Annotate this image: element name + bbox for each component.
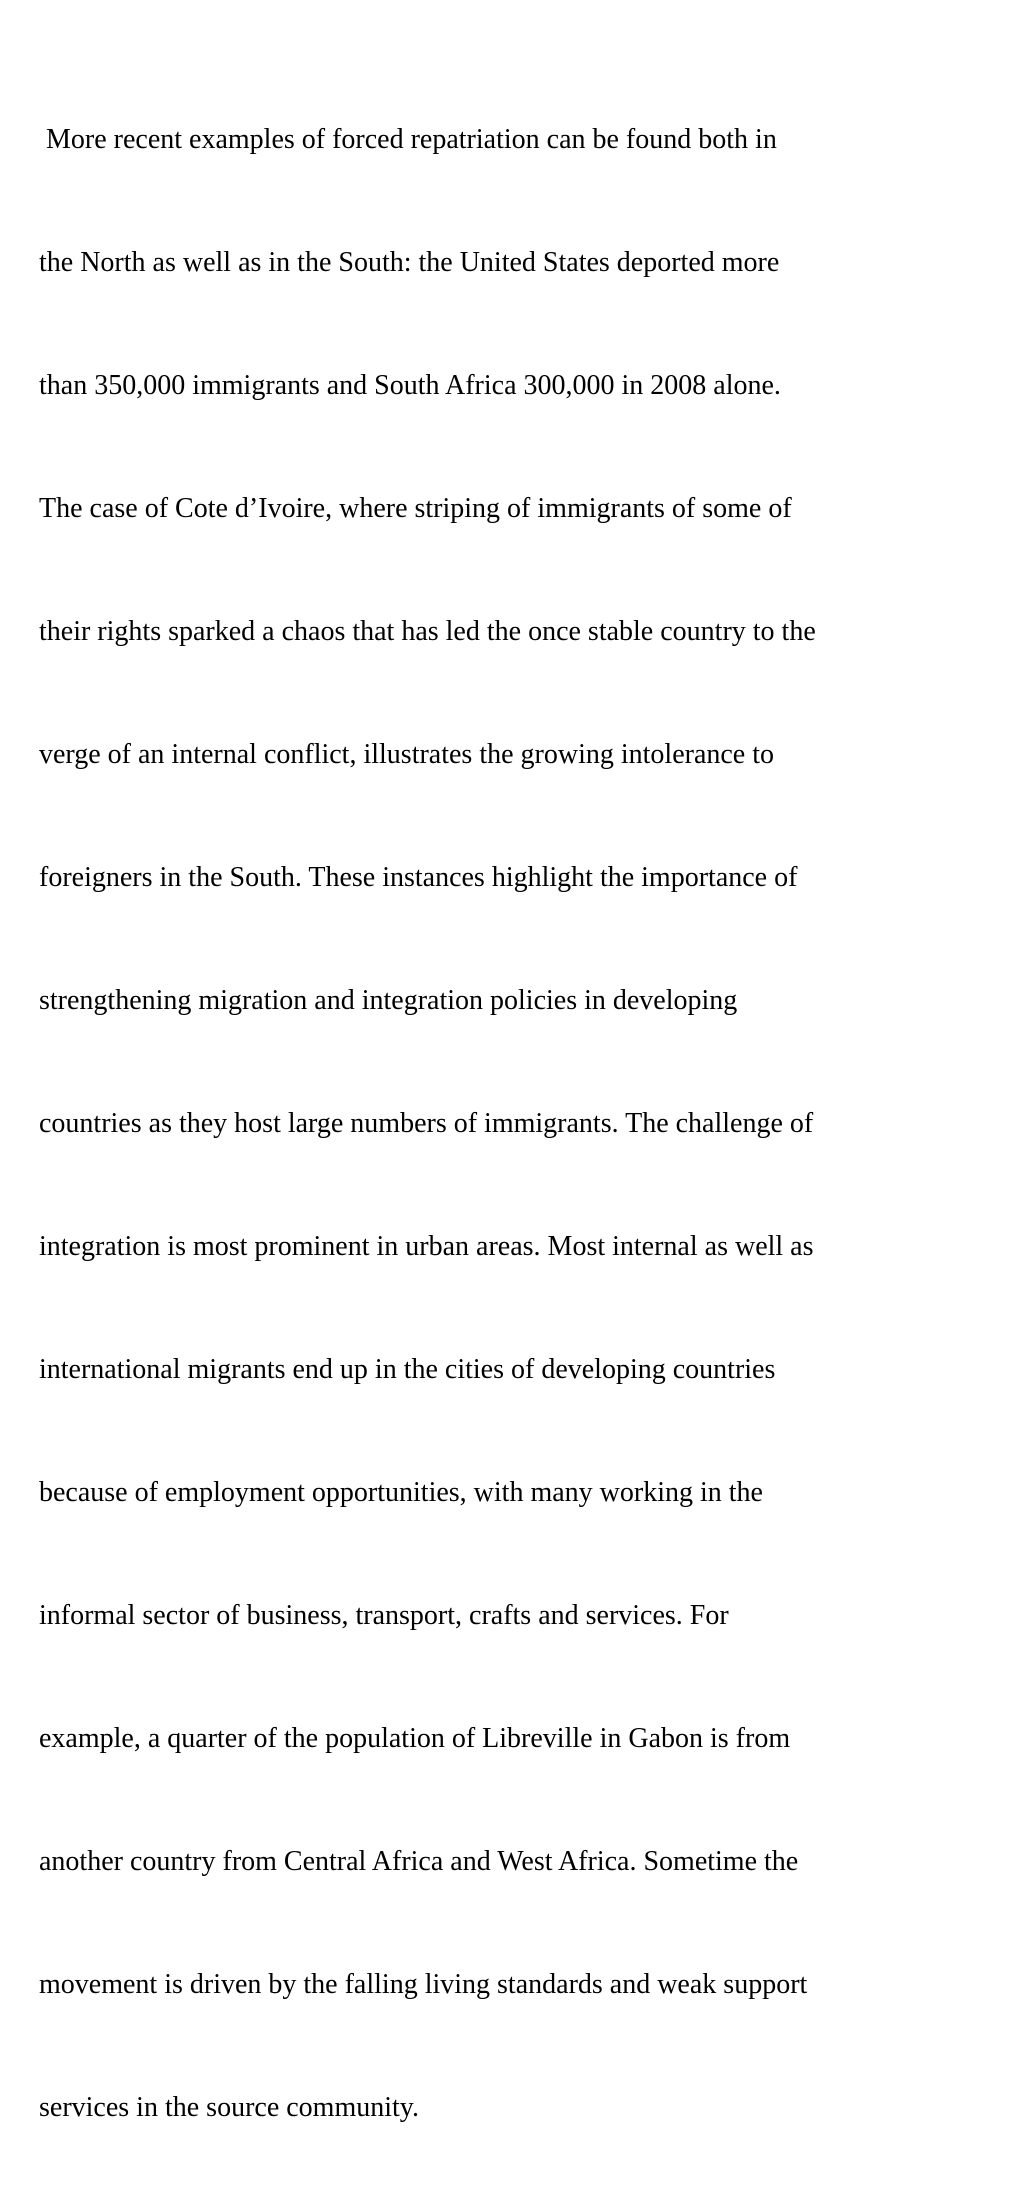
- body-paragraph: [39, 37, 999, 2210]
- paragraph-line: movement is driven by the falling living standards and weak support: [39, 1969, 808, 2000]
- paragraph-line: integration is most prominent in urban areas. Most internal as well as: [39, 1231, 814, 1262]
- paragraph-line: their rights sparked a chaos that has led the once stable country to the: [39, 616, 816, 647]
- paragraph-line: foreigners in the South. These instances highlight the importance of: [39, 862, 798, 893]
- paragraph-line: example, a quarter of the population of Libreville in Gabon is from: [39, 1723, 791, 1754]
- paragraph-line: because of employment opportunities, with many working in the: [39, 1477, 763, 1508]
- paragraph-line: than 350,000 immigrants and South Africa 300,000 in 2008 alone.: [39, 370, 781, 401]
- paragraph-line: countries as they host large numbers of immigrants. The challenge of: [39, 1108, 814, 1139]
- paragraph-line: strengthening migration and integration policies in developing: [39, 985, 738, 1016]
- paragraph-line: informal sector of business, transport, crafts and services. For: [39, 1600, 729, 1631]
- paragraph-line: More recent examples of forced repatriation can be found both in: [39, 124, 777, 155]
- paragraph-line: the North as well as in the South: the United States deported more: [39, 247, 780, 278]
- paragraph-line: international migrants end up in the cities of developing countries: [39, 1354, 776, 1385]
- paragraph-line: verge of an internal conflict, illustrates the growing intolerance to: [39, 739, 775, 770]
- paragraph-line: services in the source community.: [39, 2092, 419, 2123]
- paragraph-line: another country from Central Africa and West Africa. Sometime the: [39, 1846, 799, 1877]
- paragraph-line: The case of Cote d’Ivoire, where striping of immigrants of some of: [39, 493, 792, 524]
